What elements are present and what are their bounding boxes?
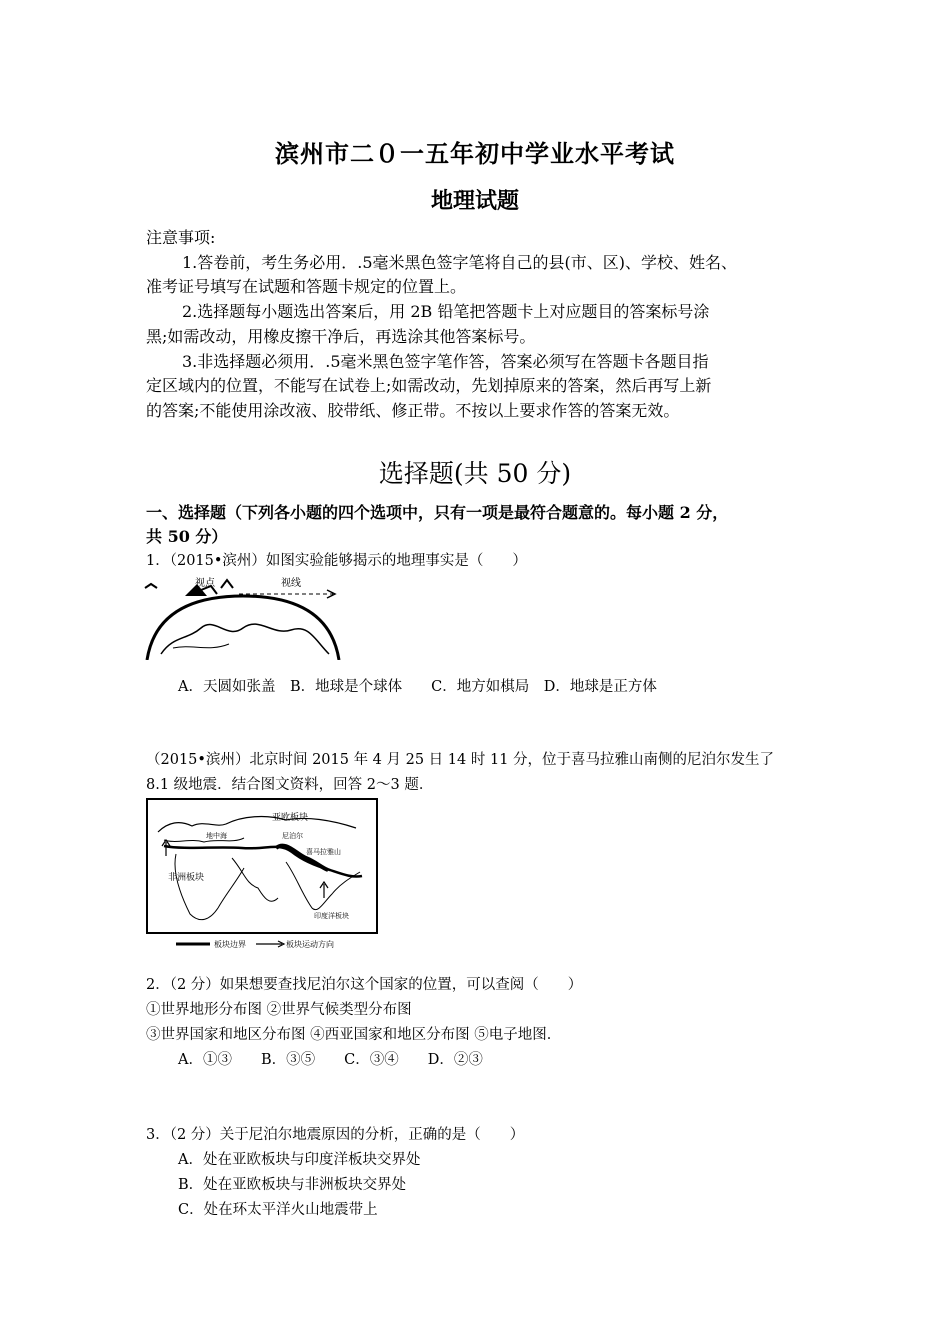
map-label-nepal: 尼泊尔 bbox=[282, 832, 303, 840]
q2-stem: 2．（2 分）如果想要查找尼泊尔这个国家的位置，可以查阅（ ） bbox=[146, 977, 583, 993]
map-label-sea: 地中海 bbox=[206, 832, 227, 840]
map-label-african-plate: 非洲板块 bbox=[168, 873, 205, 883]
map-label-eurasian-plate: 亚欧板块 bbox=[272, 813, 309, 823]
q3-stem: 3．（2 分）关于尼泊尔地震原因的分析，正确的是（ ） bbox=[146, 1127, 525, 1143]
material-line-2: 8.1 级地震．结合图文资料，回答 2～3 题． bbox=[146, 777, 434, 793]
material-line-1: （2015•滨州）北京时间 2015 年 4 月 25 日 14 时 11 分，位于喜马拉雅山南侧的尼泊尔发生了 bbox=[146, 752, 775, 768]
earth-curvature-figure bbox=[143, 574, 343, 660]
q2-line-2: ①世界地形分布图 ②世界气候类型分布图 bbox=[146, 1002, 412, 1018]
section-instruction-line-2: 共 50 分） bbox=[146, 527, 228, 546]
q2-line-3: ③世界国家和地区分布图 ④西亚国家和地区分布图 ⑤电子地图． bbox=[146, 1027, 562, 1043]
map-label-himalaya: 喜马拉雅山 bbox=[306, 848, 341, 856]
q2-options: A．①③ B．③⑤ C．③④ D．②③ bbox=[178, 1052, 483, 1068]
legend-boundary-label: 板块边界 bbox=[214, 940, 246, 949]
notice-item-3-line-3: 的答案;不能使用涂改液、胶带纸、修正带。不按以上要求作答的答案无效。 bbox=[146, 401, 680, 420]
q3-option-b: B．处在亚欧板块与非洲板块交界处 bbox=[178, 1177, 407, 1193]
q1-stem: 1．（2015•滨州）如图实验能够揭示的地理事实是（ ） bbox=[146, 553, 527, 569]
q3-option-a: A．处在亚欧板块与印度洋板块交界处 bbox=[178, 1152, 421, 1168]
plate-map-figure bbox=[146, 798, 378, 950]
notice-item-3-line-2: 定区域内的位置，不能写在试卷上;如需改动，先划掉原来的答案，然后再写上新 bbox=[146, 376, 712, 395]
notice-item-2-line-1: 2.选择题每小题选出答案后，用 2B 铅笔把答题卡上对应题目的答案标号涂 bbox=[182, 302, 710, 321]
legend-motion-label: 板块运动方向 bbox=[286, 940, 334, 949]
exam-title: 滨州市二０一五年初中学业水平考试 bbox=[275, 139, 675, 168]
section-instruction-line-1: 一、选择题（下列各小题的四个选项中，只有一项是最符合题意的。每小题 2 分， bbox=[146, 503, 729, 522]
map-label-indian-plate: 印度洋板块 bbox=[314, 912, 349, 920]
notice-heading: 注意事项: bbox=[146, 228, 216, 247]
notice-item-3-line-1: 3.非选择题必须用．.5毫米黑色签字笔作答，答案必须写在答题卡各题目指 bbox=[182, 352, 709, 371]
section-title: 选择题(共 50 分) bbox=[378, 459, 572, 488]
q1-options: A．天圆如张盖 B．地球是个球体 C．地方如棋局 D．地球是正方体 bbox=[178, 679, 657, 695]
notice-item-1-line-1: 1.答卷前，考生务必用．.5毫米黑色签字笔将自己的县(市、区)、学校、姓名、 bbox=[182, 253, 738, 272]
exam-subtitle: 地理试题 bbox=[430, 188, 519, 214]
notice-item-2-line-2: 黑;如需改动，用橡皮擦干净后，再选涂其他答案标号。 bbox=[146, 327, 536, 346]
q3-option-c: C．处在环太平洋火山地震带上 bbox=[178, 1202, 378, 1218]
notice-item-1-line-2: 准考证号填写在试题和答题卡规定的位置上。 bbox=[146, 277, 467, 296]
figure-label-sightline: 视线 bbox=[281, 578, 301, 589]
figure-label-viewpoint: 视点 bbox=[195, 578, 215, 589]
